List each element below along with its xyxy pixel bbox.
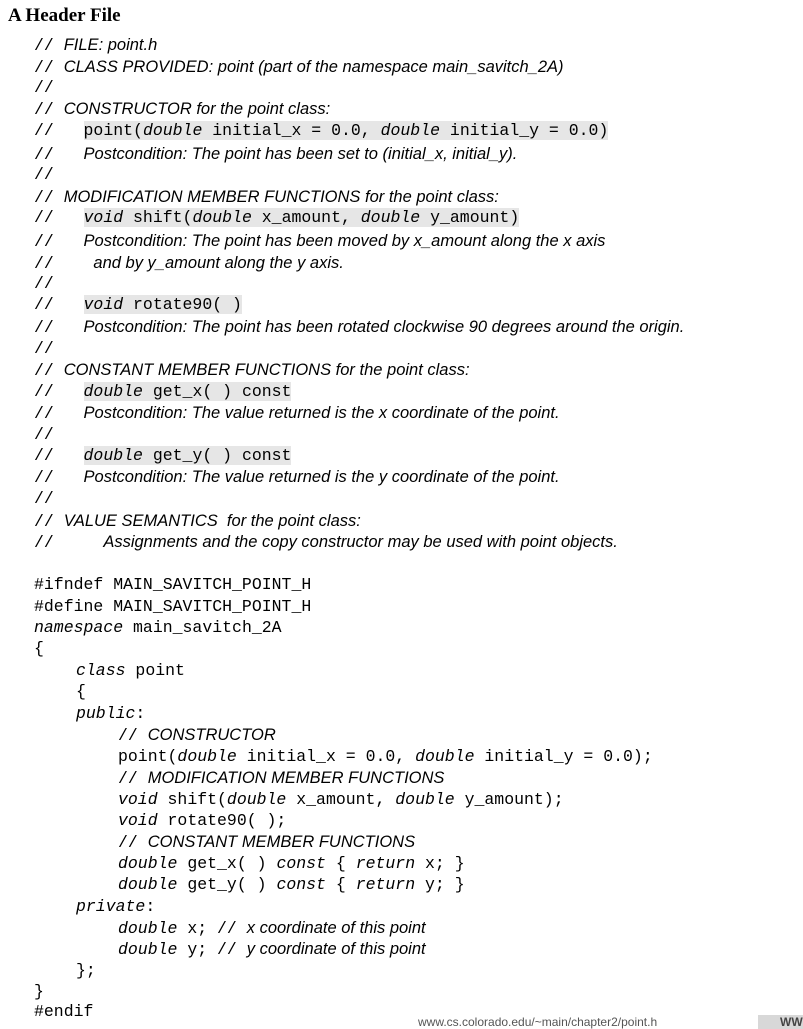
code-private: private: (76, 897, 156, 916)
comment-spacer: // (34, 274, 54, 293)
comment-rotate-postcondition: // Postcondition: The point has been rotated clockwise 90 degrees around the origin. (34, 318, 685, 337)
code-class-decl: class point (76, 661, 185, 680)
code-namespace-open: { (34, 639, 44, 658)
comment-spacer: // (34, 489, 54, 508)
comment-file: // FILE: point.h (34, 36, 158, 55)
comment-shift-signature: // void shift(double x_amount, double y_amount) (34, 208, 520, 227)
comment-getx-postcondition: // Postcondition: The value returned is the x coordinate of the point. (34, 404, 560, 423)
comment-value-semantics-text: // Assignments and the copy constructor may be used with point objects. (34, 533, 618, 552)
comment-constructor-heading: // CONSTRUCTOR for the point class: (34, 100, 331, 119)
code-ifndef: #ifndef MAIN_SAVITCH_POINT_H (34, 575, 312, 594)
comment-shift-postcondition-1: // Postcondition: The point has been moved by x_amount along the x axis (34, 232, 606, 251)
comment-modification-heading: // MODIFICATION MEMBER FUNCTIONS for the point class: (34, 188, 499, 207)
comment-gety-signature: // double get_y( ) const (34, 446, 292, 465)
comment-gety-postcondition: // Postcondition: The value returned is the y coordinate of the point. (34, 468, 560, 487)
code-namespace-close: } (34, 982, 44, 1001)
code-comment-constructor: // CONSTRUCTOR (118, 726, 276, 745)
code-class-close: }; (76, 961, 96, 980)
code-comment-modification: // MODIFICATION MEMBER FUNCTIONS (118, 769, 445, 788)
code-gety: double get_y( ) const { return y; } (118, 875, 465, 894)
code-public: public: (76, 704, 146, 723)
comment-value-semantics-heading: // VALUE SEMANTICS for the point class: (34, 512, 361, 531)
page-title: A Header File (8, 5, 121, 26)
code-getx: double get_x( ) const { return x; } (118, 854, 465, 873)
comment-getx-signature: // double get_x( ) const (34, 382, 292, 401)
code-private-x: double x; // x coordinate of this point (118, 919, 426, 938)
comment-constructor-signature: // point(double initial_x = 0.0, double initial_y = 0.0) (34, 121, 609, 140)
comment-constant-heading: // CONSTANT MEMBER FUNCTIONS for the point class: (34, 361, 470, 380)
code-namespace: namespace main_savitch_2A (34, 618, 282, 637)
comment-shift-postcondition-2: // and by y_amount along the y axis. (34, 254, 344, 273)
comment-spacer: // (34, 78, 54, 97)
footer-tag: WW (758, 1015, 803, 1029)
code-rotate: void rotate90( ); (118, 811, 287, 830)
comment-class-provided: // CLASS PROVIDED: point (part of the namespace main_savitch_2A) (34, 58, 564, 77)
code-define: #define MAIN_SAVITCH_POINT_H (34, 597, 312, 616)
comment-spacer: // (34, 165, 54, 184)
code-private-y: double y; // y coordinate of this point (118, 940, 426, 959)
code-constructor: point(double initial_x = 0.0, double initial_y = 0.0); (118, 747, 653, 766)
code-comment-constant: // CONSTANT MEMBER FUNCTIONS (118, 833, 416, 852)
footer (418, 1015, 803, 1029)
comment-spacer: // (34, 425, 54, 444)
code-shift: void shift(double x_amount, double y_amount); (118, 790, 564, 809)
code-class-open: { (76, 682, 86, 701)
comment-rotate-signature: // void rotate90( ) (34, 295, 242, 314)
source-url[interactable]: www.cs.colorado.edu/~main/chapter2/point.h (418, 1015, 658, 1029)
comment-constructor-postcondition: // Postcondition: The point has been set to (initial_x, initial_y). (34, 145, 518, 164)
comment-spacer: // (34, 339, 54, 358)
code-endif: #endif (34, 1002, 94, 1021)
